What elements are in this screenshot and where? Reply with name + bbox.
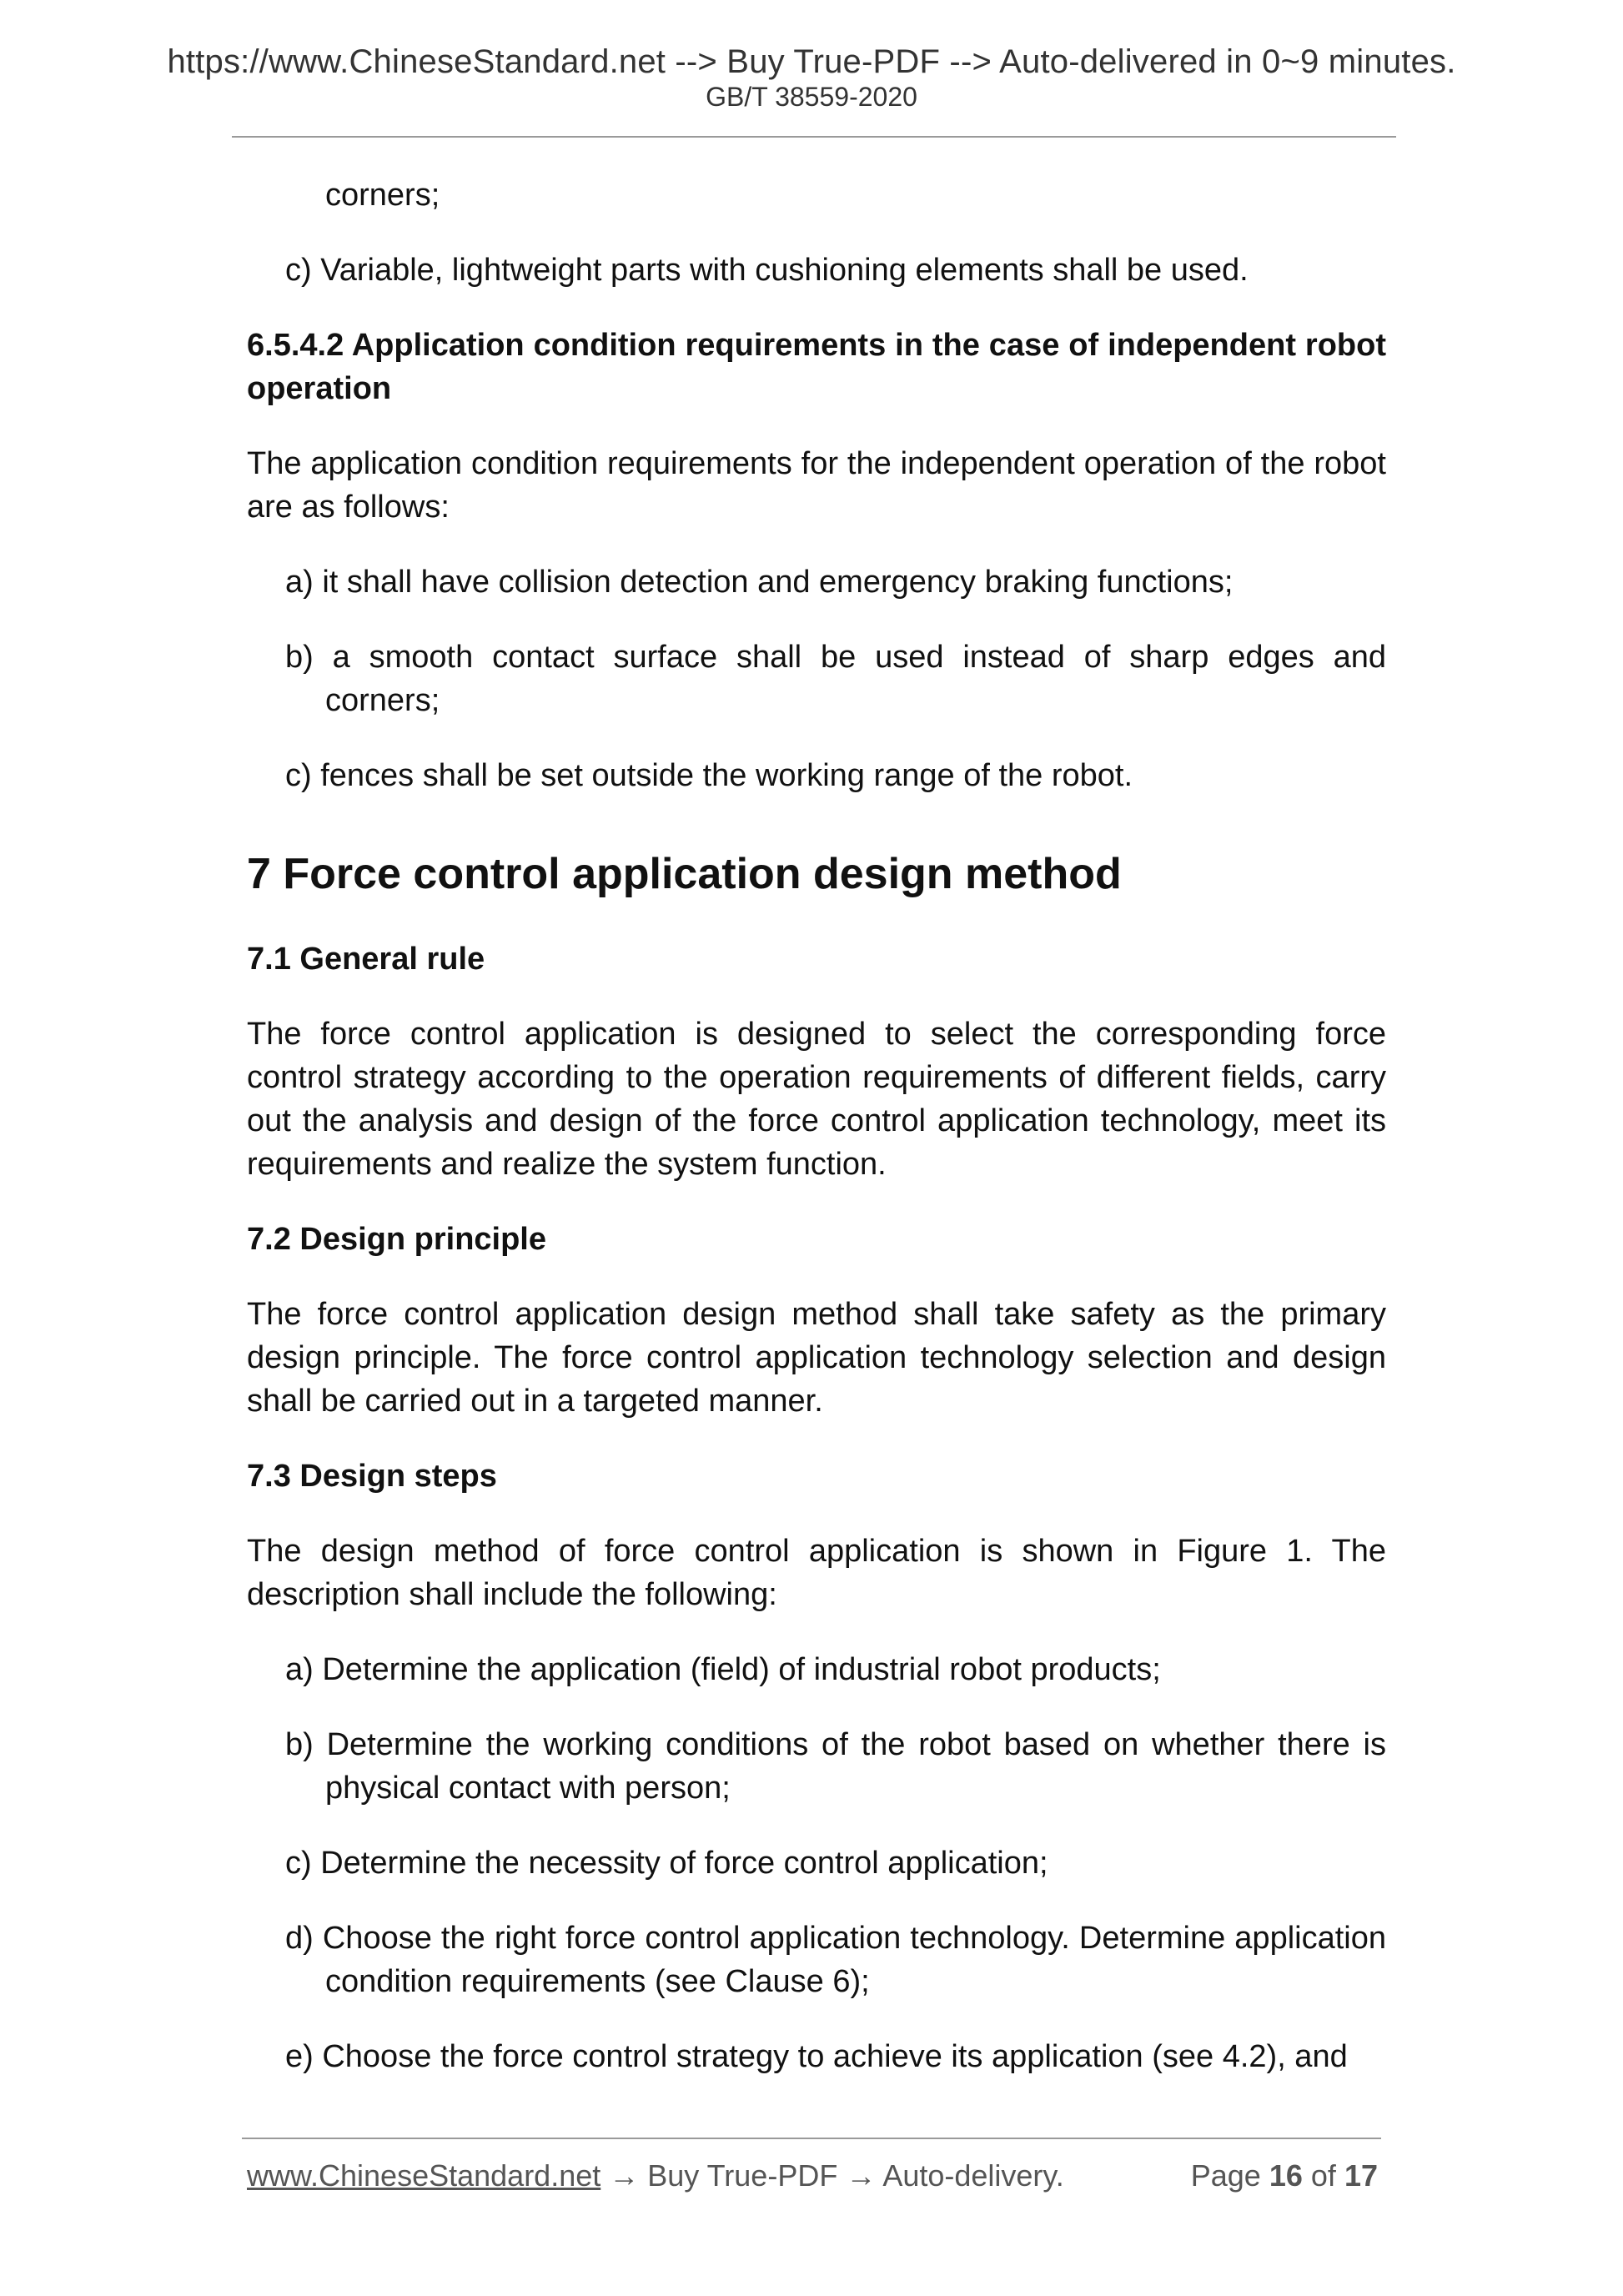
list-item: b) Determine the working conditions of the robot based on whether there is physical contact with person;	[285, 1727, 1386, 1806]
section-7-3-heading: 7.3 Design steps	[247, 1459, 497, 1494]
footer-left	[247, 2158, 1064, 2194]
section-7-2-heading: 7.2 Design principle	[247, 1222, 546, 1257]
list-item: c) Variable, lightweight parts with cushioning elements shall be used.	[285, 253, 1249, 288]
of-label: of	[1310, 2158, 1336, 2193]
list-item: e) Choose the force control strategy to achieve its application (see 4.2), and	[285, 2039, 1348, 2074]
list-item: c) fences shall be set outside the working range of the robot.	[285, 758, 1133, 793]
list-item: b) a smooth contact surface shall be used instead of sharp edges and corners;	[285, 640, 1386, 718]
page-label: Page	[1190, 2158, 1261, 2193]
page-body	[247, 173, 1386, 2110]
header-standard-code: GB/T 38559-2020	[706, 82, 917, 112]
footer-tagline: → Buy True-PDF → Auto-delivery.	[600, 2158, 1064, 2193]
list-item: d) Choose the right force control application technology. Determine application condition requirements (see Clause 6);	[285, 1921, 1386, 1999]
chapter-7-heading: 7 Force control application design method	[247, 850, 1122, 898]
footer-site-link[interactable]: www.ChineseStandard.net	[247, 2158, 601, 2193]
total-pages: 17	[1344, 2158, 1378, 2193]
section-6-5-4-2-intro: The application condition requirements for the independent operation of the robot are as follows:	[247, 446, 1386, 525]
section-7-2-text: The force control application design method shall take safety as the primary design principle. The force control application technology selection and design shall be carried out in a targeted manner.	[247, 1297, 1386, 1419]
page-number: 16	[1269, 2158, 1303, 2193]
header-url-line: https://www.ChineseStandard.net --> Buy True-PDF --> Auto-delivered in 0~9 minutes.	[167, 43, 1456, 80]
section-6-5-4-2-heading: 6.5.4.2 Application condition requirements in the case of independent robot operation	[247, 328, 1386, 406]
header-divider	[232, 136, 1396, 138]
list-item: a) Determine the application (field) of industrial robot products;	[285, 1652, 1161, 1687]
section-7-3-intro: The design method of force control application is shown in Figure 1. The description shall include the following:	[247, 1534, 1386, 1612]
footer-divider	[242, 2138, 1381, 2139]
page-indicator	[1191, 2158, 1378, 2194]
section-7-1-heading: 7.1 General rule	[247, 942, 485, 977]
section-7-1-text: The force control application is designed to select the corresponding force control strategy according to the operation requirements of different fields, carry out the analysis and design of the force control application technology, meet its requirements and realize the system function.	[247, 1017, 1386, 1182]
continued-text: corners;	[325, 178, 440, 213]
list-item: a) it shall have collision detection and emergency braking functions;	[285, 565, 1234, 600]
list-item: c) Determine the necessity of force control application;	[285, 1846, 1048, 1881]
